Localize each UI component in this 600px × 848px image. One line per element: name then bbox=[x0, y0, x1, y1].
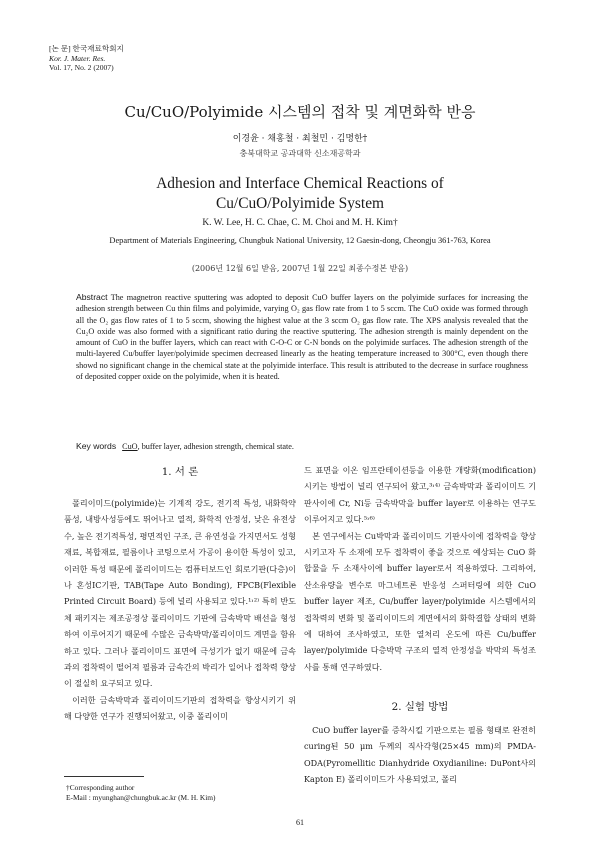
authors-english: K. W. Lee, H. C. Chae, C. M. Choi and M. H. Kim† bbox=[202, 218, 398, 228]
title-english-line-1: Adhesion and Interface Chemical Reactions of bbox=[156, 175, 444, 192]
intro-paragraph-2: 이러한 금속박막과 폴리이미드기판의 접착력을 향상시키기 위해 다양한 연구가 진행되어왔고, 이중 폴리이미 bbox=[64, 694, 296, 722]
received-dates: (2006년 12월 6일 받음, 2007년 1월 22일 최종수정본 받음) bbox=[191, 264, 409, 273]
abstract-text: The magnetron reactive sputtering was adopted to deposit CuO buffer layers on the polyimide surfaces for increasing the adhesion strength between Cu thin films and polyimide, varying O₂ gas flow rate from 1 to 5 sccm. The CuO oxide was formed through all the O₂ gas flow rates of 1 to 5 sccm, showing the highest value at the 3 sccm O₂ gas flow rate. The XPS analysis revealed that the Cu₂O oxide was also formed with a significant ratio during the reactive sputtering. The adhesion strength is mainly dependent on the amount of CuO in the buffer layers, which can react with C-O-C or C-N bonds on the polyimide surfaces. The adhesion strength of the multi-layered Cu/buffer layer/polyimide specimen decreased linearly as the heating temperature increased to 300°C, even though there showd no significant change in the chemical state at the polyimide interface. This result is attributed to the decrease in surface roughness of deposited copper oxide on the polyimide, when it is heated. bbox=[76, 293, 529, 382]
intro-paragraph-3: 드 표면을 이온 임프란테이션등을 이용한 개량화(modification)시키는 방법이 널리 연구되어 왔고,³˒⁴⁾ 금속박막과 폴리이미드 기판사이에 Cr, Ni등 금속박막을 buffer layer로 이용하는 연구도 이루어지고 있다.⁵˒⁶⁾ bbox=[304, 465, 536, 525]
methods-paragraph-1: CuO buffer layer를 증착시킬 기판으로는 필름 형태로 완전히 curing된 50 μm 두께의 직사각형(25×45 mm)의 PMDA-ODA(Pyromellitic Dianhydride Oxydianiline: DuPont사의 Kapton E) 폴리이미드가 사용되었고, 폴리 bbox=[304, 725, 536, 785]
page-number: 61 bbox=[296, 818, 304, 827]
keywords bbox=[76, 441, 528, 451]
abstract bbox=[76, 292, 528, 382]
methods-column bbox=[304, 722, 536, 788]
section-title-methods: 2. 실험 방법 bbox=[391, 701, 449, 713]
right-column bbox=[304, 462, 536, 675]
title-english bbox=[0, 174, 600, 214]
footnote-corresponding: †Corresponding author bbox=[66, 783, 135, 792]
keywords-label: Key words bbox=[76, 441, 117, 451]
footnote-rule bbox=[64, 776, 144, 777]
affiliation-korean: 충북대학교 공과대학 신소재공학과 bbox=[239, 149, 361, 158]
footnote-email: E-Mail : myunghan@chungbuk.ac.kr (M. H. Kim) bbox=[66, 793, 216, 802]
journal-header-line-3: Vol. 17, No. 2 (2007) bbox=[49, 63, 114, 73]
keywords-list: , buffer layer, adhesion strength, chemical state. bbox=[137, 442, 294, 451]
title-english-line-2: Cu/CuO/Polyimide System bbox=[215, 195, 385, 212]
section-title-introduction: 1. 서 론 bbox=[161, 466, 199, 478]
affiliation-english: Department of Materials Engineering, Chungbuk National University, 12 Gaesin-dong, Cheongju 361-763, Korea bbox=[109, 236, 491, 245]
journal-header bbox=[49, 44, 124, 73]
left-column bbox=[64, 495, 296, 725]
intro-paragraph-1: 폴리이미드(polyimide)는 기계적 강도, 전기적 특성, 내화학약품성, 내방사성등에도 뛰어나고 열적, 화학적 안정성, 낮은 유전상수, 높은 전기적특성, 평면적인 구조, 큰 유연성을 가지면서도 성형재료, 복합재료, 필름이나 코팅으로서 가공이 용이한 특성이 있고, 이러한 특성 때문에 폴리이미드는 컴퓨터보드인 회로기판(다층)이나 혼성IC기판, TAB(Tape Auto Bonding), FPCB(Flexible Printed Circuit Board) 등에 널리 사용되고 있다.¹˒²⁾ 특히 반도체 패키지는 제조공정상 폴리이미드 기판에 금속박막 배선을 형성하여 이루어지기 때문에 수많은 금속박막/폴리이미드 계면을 함유하고 있다. 그러나 폴리이미드 표면에 극성기가 없기 때문에 금속과의 접착력이 떨어져 필름과 금속간의 박리가 일어나 접착력 향상이 절실히 요구되고 있다. bbox=[64, 498, 296, 689]
footnote bbox=[66, 783, 215, 803]
keyword-cuo: CuO bbox=[122, 442, 138, 451]
journal-header-line-1: [논 문] 한국재료학회지 bbox=[49, 44, 124, 53]
intro-paragraph-4: 본 연구에서는 Cu박막과 폴리이미드 기판사이에 접착력을 향상시키고자 두 소재에 모두 접착력이 좋을 것으로 예상되는 CuO 화합물을 두 소재사이에 buffer layer로서 적용하였다. 그리하여, 산소유량을 변수로 마그네트론 반응성 스퍼터링에 의한 CuO buffer layer 제조, Cu/buffer layer/polyimide 시스템에서의 접착력의 변화 및 폴리이미드의 계면에서의 화학결합 상태의 변화에 대하여 조사하였고, 또한 열처리 온도에 따른 Cu/buffer layer/polyimide 다층박막 구조의 열적 안정성을 박막의 특성조사를 통해 연구하였다. bbox=[304, 530, 536, 672]
authors-korean: 이경윤 · 채홍철 · 최철민 · 김명한† bbox=[232, 134, 368, 144]
title-korean: Cu/CuO/Polyimide 시스템의 접착 및 계면화학 반응 bbox=[124, 103, 476, 121]
abstract-label: Abstract bbox=[76, 292, 108, 302]
journal-header-line-2: Kor. J. Mater. Res. bbox=[49, 53, 106, 63]
